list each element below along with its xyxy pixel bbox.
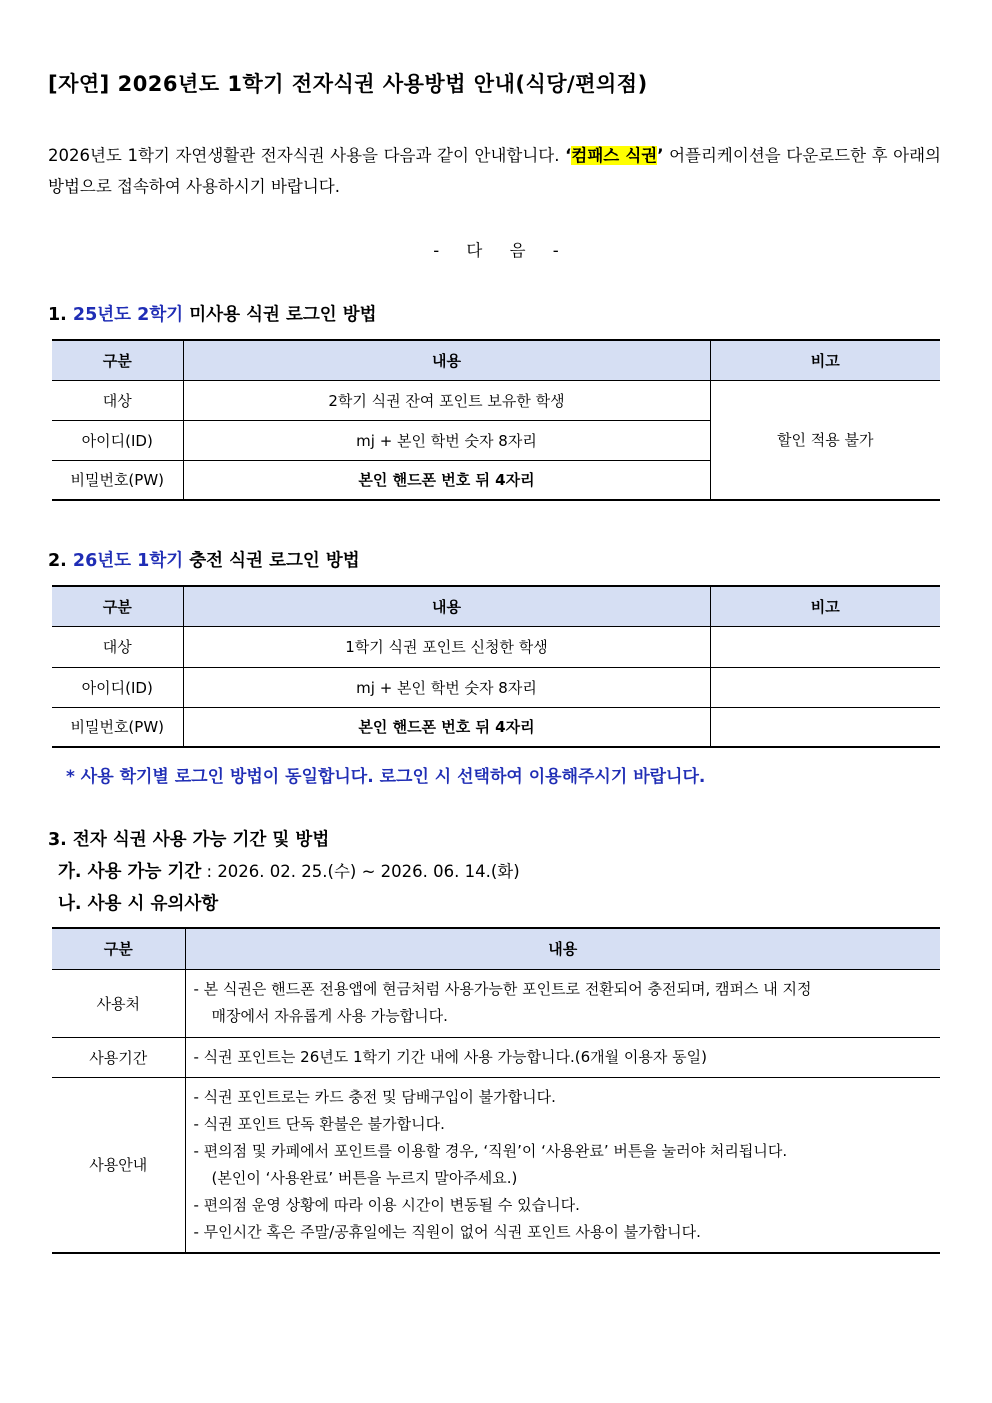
content-line: - 무인시간 혹은 주말/공휴일에는 직원이 없어 식권 포인트 사용이 불가합니다. bbox=[193, 1222, 701, 1241]
content-line: 매장에서 자유롭게 사용 가능합니다. bbox=[211, 1007, 448, 1025]
row-label: 대상 bbox=[52, 626, 183, 667]
section2-title: 충전 식권 로그인 방법 bbox=[183, 551, 360, 571]
remark-cell bbox=[710, 667, 940, 707]
section2-table bbox=[52, 585, 940, 748]
header-remark: 비고 bbox=[710, 586, 940, 626]
row-content: 본인 핸드폰 번호 뒤 4자리 bbox=[183, 460, 710, 500]
row-content bbox=[185, 1037, 940, 1077]
content-line: - 식권 포인트로는 카드 충전 및 담배구입이 불가합니다. bbox=[193, 1087, 556, 1106]
remark-cell bbox=[710, 707, 940, 747]
usage-period bbox=[58, 858, 520, 883]
intro-paragraph bbox=[48, 140, 941, 202]
login-note: * 사용 학기별 로그인 방법이 동일합니다. 로그인 시 선택하여 이용해주시기 바랍니다. bbox=[66, 767, 706, 787]
header-category: 구분 bbox=[52, 928, 185, 969]
section1-number: 1. bbox=[48, 305, 73, 325]
header-category: 구분 bbox=[52, 586, 183, 626]
row-label: 비밀번호(PW) bbox=[52, 460, 183, 500]
row-content: 2학기 식권 잔여 포인트 보유한 학생 bbox=[183, 380, 710, 420]
row-content: 1학기 식권 포인트 신청한 학생 bbox=[183, 626, 710, 667]
header-remark: 비고 bbox=[710, 340, 940, 380]
section1-title: 미사용 식권 로그인 방법 bbox=[183, 305, 377, 325]
row-content bbox=[185, 969, 940, 1037]
table-header-row bbox=[52, 340, 940, 380]
row-label: 아이디(ID) bbox=[52, 420, 183, 460]
table-row bbox=[52, 667, 940, 707]
row-label: 사용처 bbox=[52, 969, 185, 1037]
section1-heading bbox=[48, 301, 377, 326]
header-content: 내용 bbox=[183, 586, 710, 626]
content-line: - 본 식권은 핸드폰 전용앱에 현금처럼 사용가능한 포인트로 전환되어 충전되며, 캠퍼스 내 지정 bbox=[193, 980, 812, 998]
table-row bbox=[52, 626, 940, 667]
section1-term: 25년도 2학기 bbox=[72, 305, 184, 325]
content-line: - 편의점 및 카페에서 포인트를 이용할 경우, ‘직원’이 ‘사용완료’ 버튼을 눌러야 처리됩니다. bbox=[193, 1141, 788, 1160]
row-label: 사용안내 bbox=[52, 1077, 185, 1253]
table-header-row bbox=[52, 928, 940, 969]
row-label: 사용기간 bbox=[52, 1037, 185, 1077]
row-content: 본인 핸드폰 번호 뒤 4자리 bbox=[183, 707, 710, 747]
content-line: - 식권 포인트는 26년도 1학기 기간 내에 사용 가능합니다.(6개월 이용자 동일) bbox=[193, 1047, 707, 1066]
section1-table bbox=[52, 339, 940, 501]
row-content: mj + 본인 학번 숫자 8자리 bbox=[183, 420, 710, 460]
intro-text-2: 어플리케이션을 다운로드한 후 아래의 방법으로 접속하여 사용하시기 바랍니다. bbox=[48, 146, 941, 196]
section3-heading: 3. 전자 식권 사용 가능 기간 및 방법 bbox=[48, 830, 330, 850]
content-line: - 식권 포인트 단독 환불은 불가합니다. bbox=[193, 1114, 445, 1133]
app-name-highlight: 컴패스 식권 bbox=[571, 146, 658, 165]
remark-cell: 할인 적용 불가 bbox=[710, 380, 940, 500]
section3-table bbox=[52, 927, 940, 1254]
intro-quote-close: ’ bbox=[657, 146, 664, 165]
usage-period-value: : 2026. 02. 25.(수) ~ 2026. 06. 14.(화) bbox=[201, 862, 520, 881]
header-category: 구분 bbox=[52, 340, 183, 380]
intro-text-1: 2026년도 1학기 자연생활관 전자식권 사용을 다음과 같이 안내합니다. bbox=[48, 146, 566, 165]
usage-notes-heading: 나. 사용 시 유의사항 bbox=[58, 894, 219, 914]
section2-term: 26년도 1학기 bbox=[72, 551, 184, 571]
document-title: [자연] 2026년도 1학기 전자식권 사용방법 안내(식당/편의점) bbox=[48, 72, 648, 96]
row-label: 대상 bbox=[52, 380, 183, 420]
row-label: 아이디(ID) bbox=[52, 667, 183, 707]
remark-cell bbox=[710, 626, 940, 667]
table-row bbox=[52, 707, 940, 747]
center-mark: - 다 음 - bbox=[433, 241, 559, 260]
header-content: 내용 bbox=[183, 340, 710, 380]
usage-period-label: 가. 사용 가능 기간 bbox=[58, 862, 202, 882]
content-line: - 편의점 운영 상황에 따라 이용 시간이 변동될 수 있습니다. bbox=[193, 1195, 580, 1214]
row-label: 비밀번호(PW) bbox=[52, 707, 183, 747]
intro-quote-open: ‘ bbox=[565, 146, 572, 165]
table-row bbox=[52, 969, 940, 1037]
table-row bbox=[52, 380, 940, 420]
content-line: (본인이 ‘사용완료’ 버튼을 누르지 말아주세요.) bbox=[211, 1168, 518, 1187]
table-row bbox=[52, 1077, 940, 1253]
table-header-row bbox=[52, 586, 940, 626]
row-content bbox=[185, 1077, 940, 1253]
table-row bbox=[52, 1037, 940, 1077]
section2-heading bbox=[48, 547, 360, 572]
row-content: mj + 본인 학번 숫자 8자리 bbox=[183, 667, 710, 707]
header-content: 내용 bbox=[185, 928, 940, 969]
section2-number: 2. bbox=[48, 551, 73, 571]
